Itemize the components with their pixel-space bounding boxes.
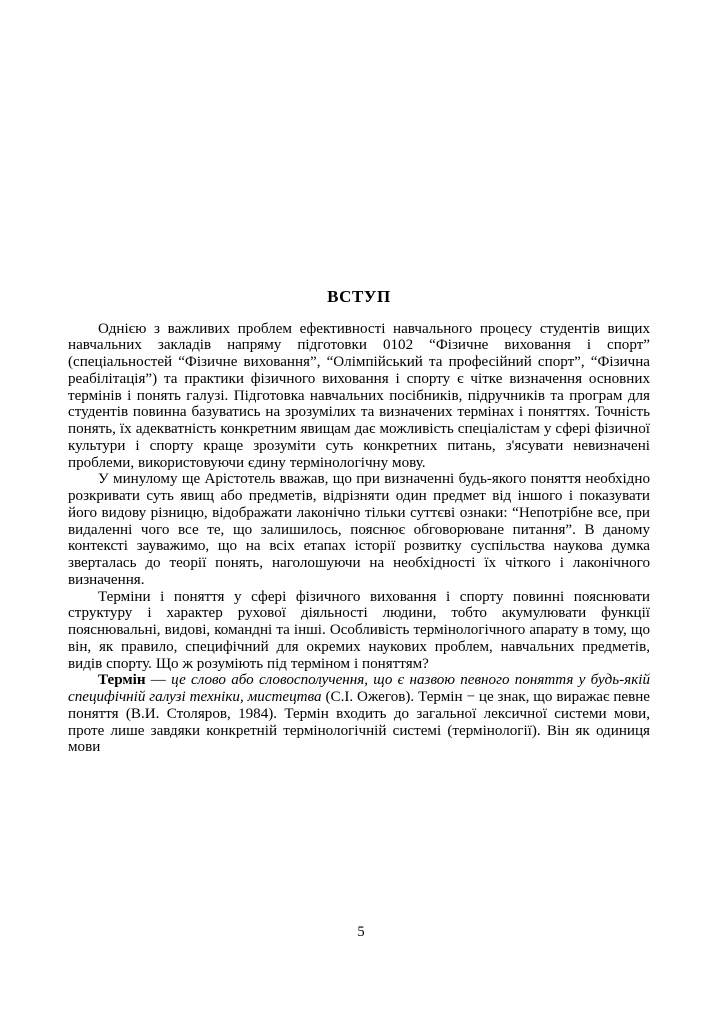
paragraph-term-definition [68, 672, 650, 756]
term-dash: — [145, 672, 172, 689]
term-definition-remainder: (С.І. Ожегов). Термін − це знак, що виражає певне поняття (В.И. Столяров, 1984). Термін входить до загальної лексичної системи мови, проте лише завдяки конкретній термінологічній системі (термінології). Він як одиниця мови [68, 689, 651, 756]
paragraph-intro-efficiency: Однією з важливих проблем ефективності навчального процесу студентів вищих навчальних закладів напряму підготовки 0102 “Фізичне виховання і спорт” (спеціальностей “Фізичне виховання”, “Олімпійський та професійний спорт”, “Фізична реабілітація”) та практики фізичного виховання і спорту є чітке визначення основних термінів і понять галузі. Підготовка навчальних посібників, підручників та програм для студентів повинна базуватись на зрозумілих та визначених термінах і поняттях. Точність понять, їх адекватність конкретним явищам дає можливість спеціалістам у сфері фізичної культури і спорту краще зрозуміти суть конкретних питань, з'ясувати невизначені проблеми, використовуючи єдину термінологічну мову. [68, 320, 650, 471]
term-italic-definition: це слово або словосполучення, що є назвою певного поняття у будь-якій специфічній галузі техніки, мистецтва [68, 672, 650, 706]
page-text-block [68, 288, 650, 756]
paragraph-aristotle: У минулому ще Арістотель вважав, що при визначенні будь-якого поняття необхідно розкривати суть явищ або предметів, відрізняти один предмет від іншого і показувати його видову різницю, відображати лаконічно тільки суттєві ознаки: “Непотрібне все, при видаленні чого все те, що залишилось, пояснює обговорюване питання”. В даному контексті зауважимо, що на всіх етапах історії розвитку суспільства наукова думка зверталась до теорії понять, наголошуючи на необхідності їх чіткого і лаконічного визначення. [68, 471, 650, 588]
page-number: 5 [357, 924, 365, 940]
paragraph-terms-and-concepts: Терміни і поняття у сфері фізичного виховання і спорту повинні пояснювати структуру і характер рухової діяльності людини, тобто акумулювати функції пояснювальні, видові, командні та інші. Особливість термінологічного апарату в тому, що він, як правило, специфічний для окремих наукових проблем, навчальних предметів, видів спорту. Що ж розуміють під терміном і поняттям? [68, 588, 650, 672]
page-title: ВСТУП [327, 287, 391, 306]
term-label: Термін [98, 672, 146, 689]
